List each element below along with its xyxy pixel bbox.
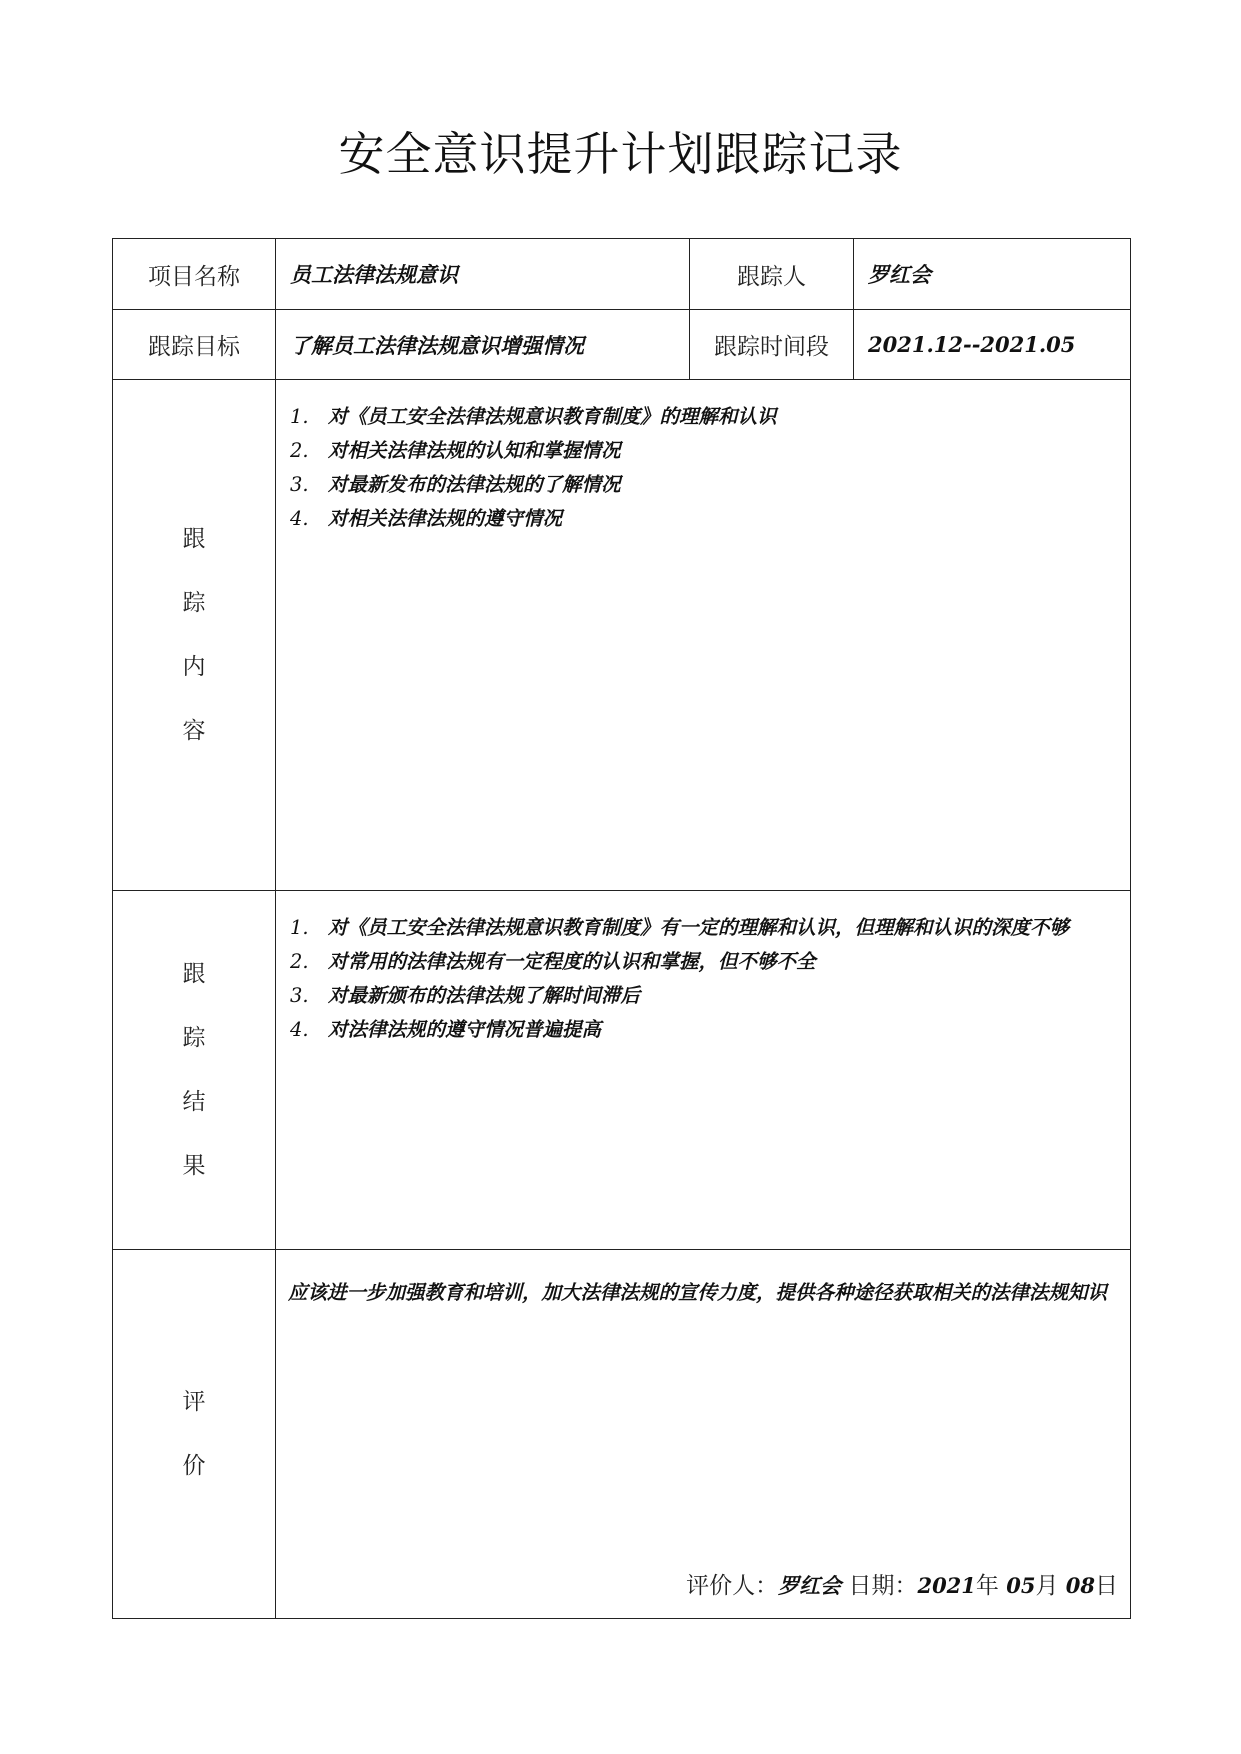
evaluation-body [276,1250,1131,1619]
list-text: 对《员工安全法律法规意识教育制度》有一定的理解和认识，但理解和认识的深度不够 [328,916,1070,939]
list-text: 对最新发布的法律法规的了解情况 [328,473,621,496]
label-char: 跟 [182,961,206,987]
evaluator-label: 评价人： [686,1573,779,1599]
list-number: 2. [290,950,309,973]
list-text: 对法律法规的遵守情况普遍提高 [328,1018,602,1041]
list-number: 4. [290,1018,309,1041]
date-day-unit: 日 [1095,1573,1118,1599]
tracking-content-label [113,380,276,891]
label-char: 踪 [182,1025,206,1051]
tracking-content-list [288,400,1118,536]
list-number: 3. [290,984,309,1007]
tracking-goal-value: 了解员工法律法规意识增强情况 [276,310,690,380]
tracker-label: 跟踪人 [690,239,854,310]
label-char: 评 [182,1389,206,1415]
tracker-value: 罗红会 [854,239,1131,310]
list-item [288,911,1118,945]
date-year: 2021 [917,1573,976,1598]
list-text: 对相关法律法规的遵守情况 [328,507,563,530]
list-number: 1. [290,405,309,428]
evaluation-label [113,1250,276,1619]
tracking-period-value: 2021.12--2021.05 [854,310,1131,380]
list-item [288,1013,1118,1047]
list-number: 1. [290,916,309,939]
date-month: 05 [1006,1573,1036,1598]
tracking-result-body [276,891,1131,1250]
label-char: 内 [182,654,206,680]
list-item [288,400,1118,434]
label-char: 容 [182,718,206,744]
list-text: 对《员工安全法律法规意识教育制度》的理解和认识 [328,405,777,428]
list-text: 对常用的法律法规有一定程度的认识和掌握，但不够不全 [328,950,816,973]
date-label: 日期： [848,1573,918,1599]
label-char: 果 [182,1153,206,1179]
evaluation-row [113,1250,1131,1619]
list-item [288,434,1118,468]
list-item [288,502,1118,536]
list-item [288,945,1118,979]
project-name-label: 项目名称 [113,239,276,310]
label-char: 结 [182,1089,206,1115]
list-item [288,468,1118,502]
list-number: 3. [290,473,309,496]
tracking-goal-label: 跟踪目标 [113,310,276,380]
evaluation-signature-line [686,1567,1118,1600]
list-text: 对相关法律法规的认知和掌握情况 [328,439,621,462]
goal-row [113,310,1131,380]
label-char: 踪 [182,590,206,616]
list-number: 4. [290,507,309,530]
project-row [113,239,1131,310]
project-name-value: 员工法律法规意识 [276,239,690,310]
tracking-result-list [288,911,1118,1047]
label-char: 跟 [182,526,206,552]
list-item [288,979,1118,1013]
page-title: 安全意识提升计划跟踪记录 [338,127,903,181]
date-year-unit: 年 [975,1573,999,1599]
tracking-record-table [112,238,1131,1619]
list-number: 2. [290,439,309,462]
content-row [113,380,1131,891]
tracking-period-label: 跟踪时间段 [690,310,854,380]
label-char: 价 [182,1453,206,1479]
result-row [113,891,1131,1250]
evaluation-text: 应该进一步加强教育和培训，加大法律法规的宣传力度，提供各种途径获取相关的法律法规知识 [288,1281,1108,1304]
tracking-result-label [113,891,276,1250]
tracking-content-body [276,380,1131,891]
evaluator-name: 罗红会 [778,1573,842,1598]
date-day: 08 [1065,1573,1095,1598]
date-month-unit: 月 [1035,1573,1059,1599]
list-text: 对最新颁布的法律法规了解时间滞后 [328,984,641,1007]
